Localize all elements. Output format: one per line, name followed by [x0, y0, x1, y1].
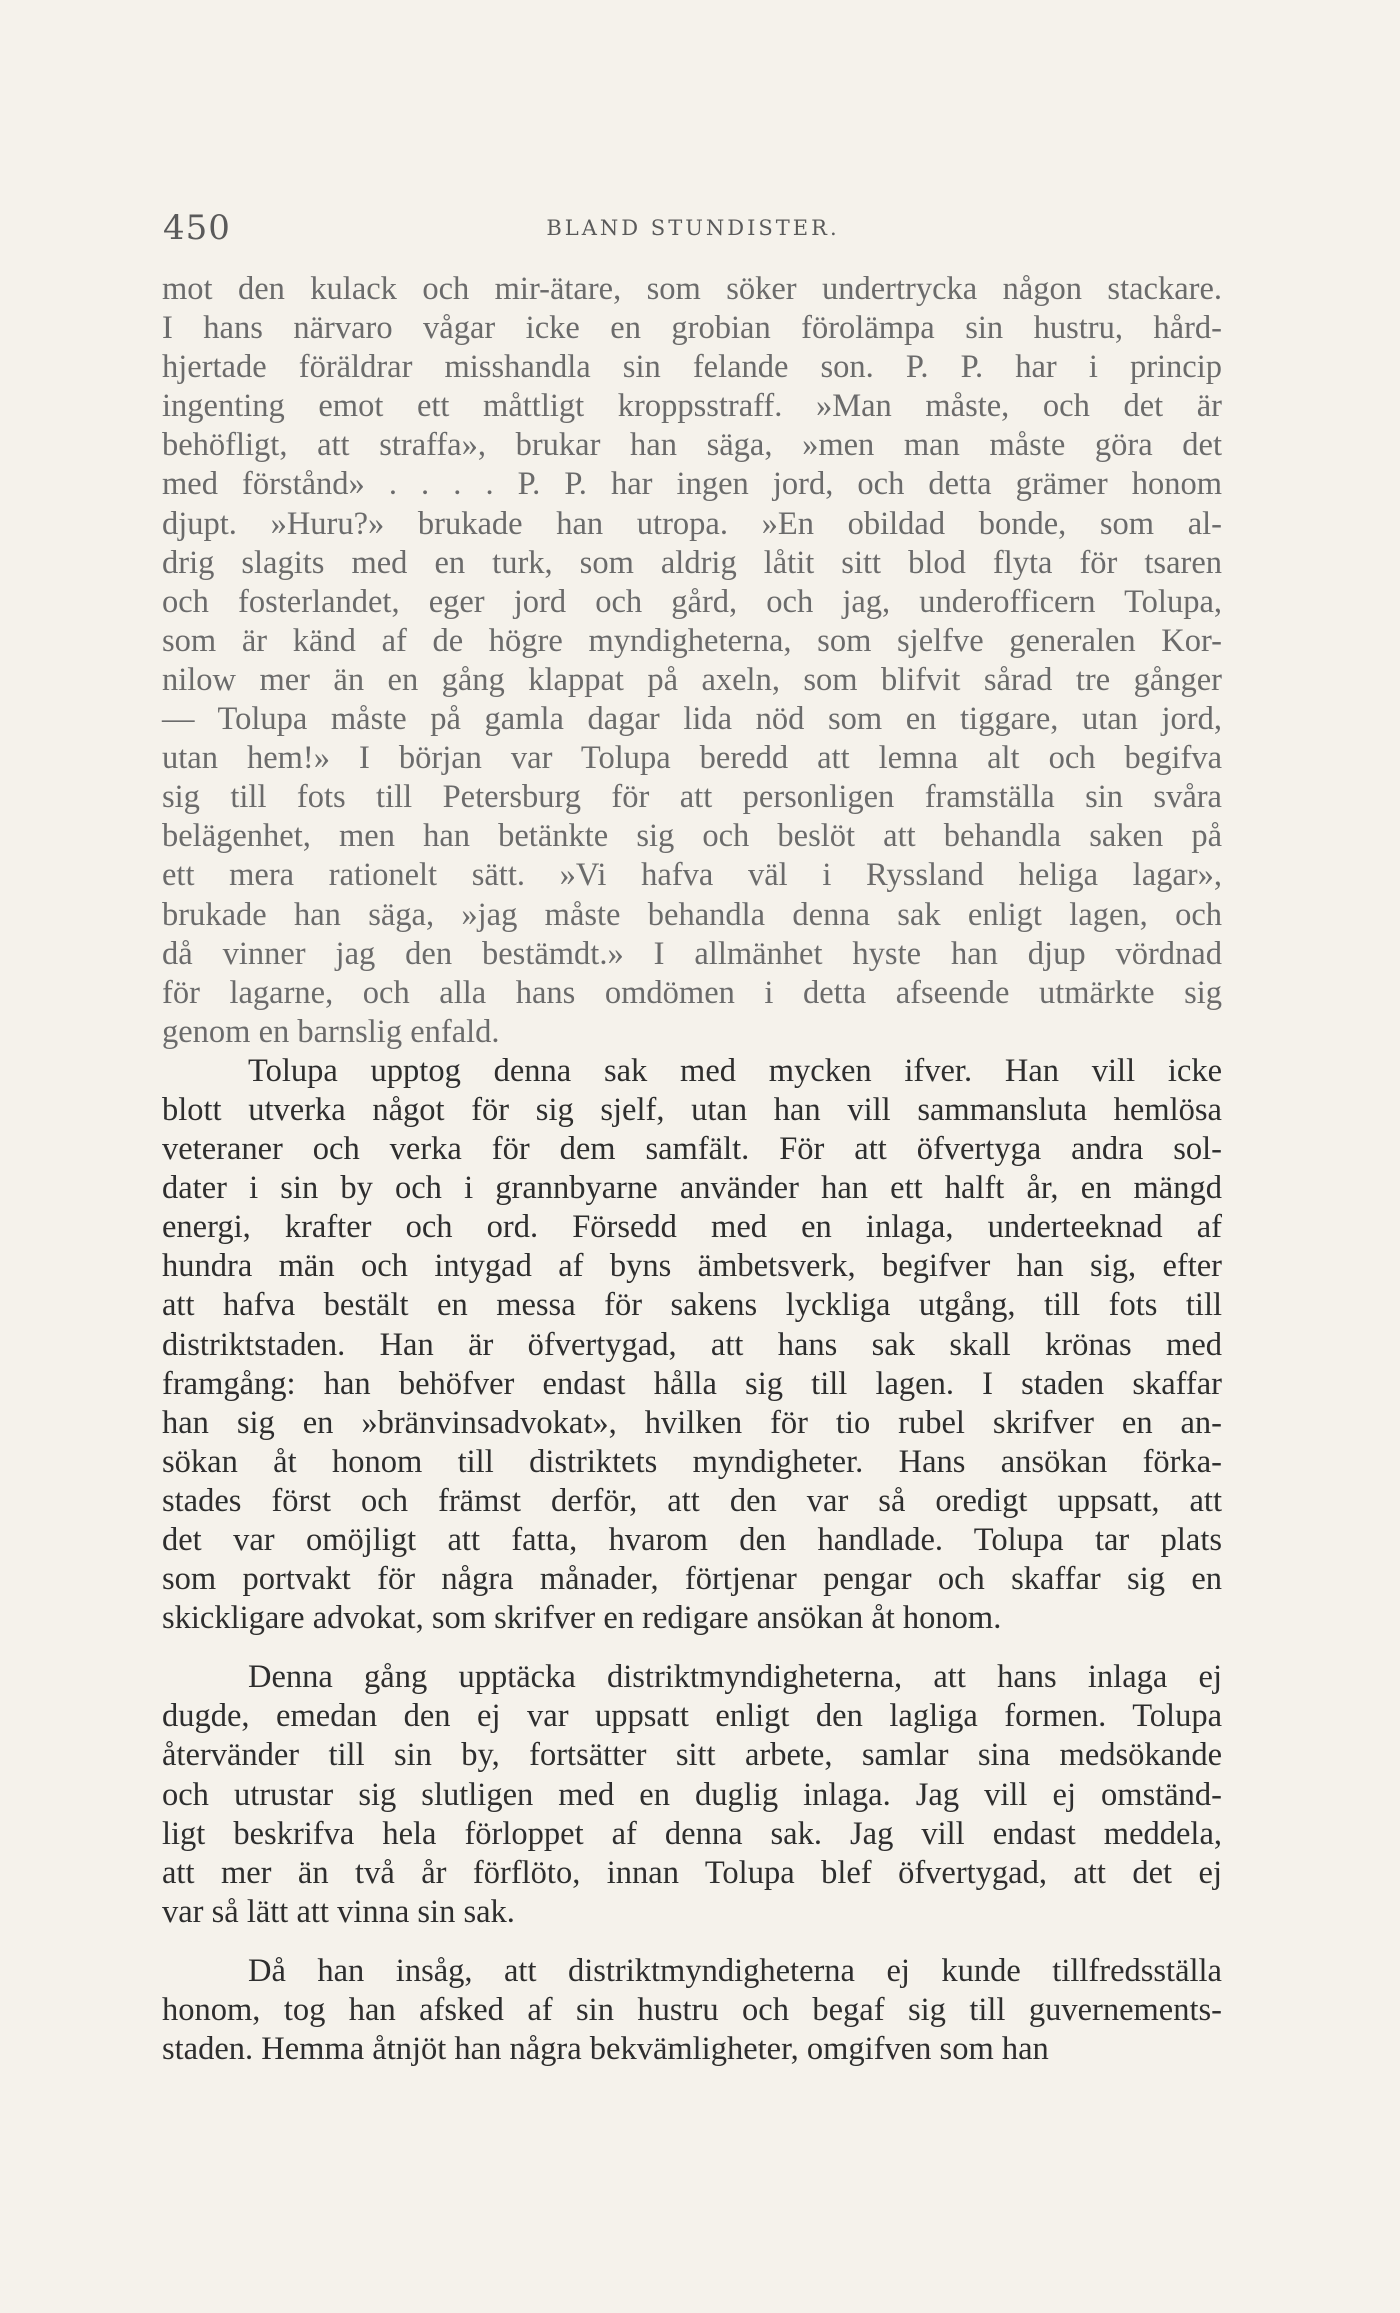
- text-line: återvänder till sin by, fortsätter sitt arbete, samlar sina medsökande: [162, 1737, 1222, 1774]
- text-line: stades först och främst derför, att den var så oredigt uppsatt, att: [162, 1482, 1222, 1519]
- text-line: brukade han säga, »jag måste behandla denna sak enligt lagen, och: [162, 896, 1222, 933]
- text-line: utan hem!» I början var Tolupa beredd att lemna alt och begifva: [162, 740, 1222, 777]
- page-number: 450: [163, 208, 231, 248]
- text-line: det var omöjligt att fatta, hvarom den handlade. Tolupa tar plats: [162, 1522, 1222, 1558]
- text-line: att hafva bestält en messa för sakens lyckliga utgång, till fots till: [162, 1287, 1222, 1324]
- text-line: Denna gång upptäcka distriktmyndigheterna, att hans inlaga ej: [248, 1659, 1222, 1696]
- text-line: Då han insåg, att distriktmyndigheterna ej kunde tillfredsställa: [248, 1952, 1222, 1989]
- text-line: var så lätt att vinna sin sak.: [162, 1893, 515, 1930]
- text-line: djupt. »Huru?» brukade han utropa. »En obildad bonde, som al-: [162, 505, 1222, 542]
- text-line: dater i sin by och i grannbyarne använder han ett halft år, en mängd: [162, 1170, 1222, 1207]
- text-line: som är känd af de högre myndigheterna, som sjelfve generalen Kor-: [162, 622, 1222, 659]
- paragraph: [162, 1052, 1222, 1638]
- text-line: skickligare advokat, som skrifver en redigare ansökan åt honom.: [162, 1600, 1002, 1637]
- text-line: med förstånd» . . . . P. P. har ingen jord, och detta grämer honom: [162, 466, 1222, 503]
- text-line: belägenhet, men han betänkte sig och beslöt att behandla saken på: [162, 818, 1222, 855]
- text-line: då vinner jag den bestämdt.» I allmänhet hyste han djup vördnad: [162, 935, 1222, 972]
- text-line: I hans närvaro vågar icke en grobian förolämpa sin hustru, hård-: [162, 310, 1222, 347]
- text-line: för lagarne, och alla hans omdömen i detta afseende utmärkte sig: [162, 974, 1222, 1011]
- text-line: blott utverka något för sig sjelf, utan han vill sammansluta hemlösa: [162, 1091, 1222, 1128]
- text-line: staden. Hemma åtnjöt han några bekvämligheter, omgifven som han: [162, 2031, 1049, 2068]
- text-line: som portvakt för några månader, förtjenar pengar och skaffar sig en: [162, 1561, 1222, 1598]
- text-line: hundra män och intygad af byns ämbetsverk, begifver han sig, efter: [162, 1248, 1222, 1285]
- text-line: behöfligt, att straffa», brukar han säga, »men man måste göra det: [162, 427, 1222, 464]
- paragraph-gap: [162, 1638, 1222, 1658]
- text-line: sig till fots till Petersburg för att personligen framställa sin svåra: [162, 779, 1222, 816]
- paragraph: [162, 1952, 1222, 2069]
- text-line: distriktstaden. Han är öfvertygad, att hans sak skall krönas med: [162, 1326, 1222, 1363]
- text-line: mot den kulack och mir-ätare, som söker undertrycka någon stackare.: [162, 271, 1222, 307]
- text-line: drig slagits med en turk, som aldrig låtit sitt blod flyta för tsaren: [162, 544, 1222, 581]
- paragraph-gap: [162, 1932, 1222, 1952]
- text-line: — Tolupa måste på gamla dagar lida nöd som en tiggare, utan jord,: [162, 701, 1222, 738]
- text-line: veteraner och verka för dem samfält. För att öfvertyga andra sol-: [162, 1131, 1222, 1168]
- text-line: honom, tog han afsked af sin hustru och begaf sig till guvernements-: [162, 1992, 1222, 2029]
- body-text: [162, 270, 1222, 2069]
- text-line: han sig en »bränvinsadvokat», hvilken för tio rubel skrifver en an-: [162, 1404, 1222, 1441]
- text-line: energi, krafter och ord. Försedd med en inlaga, underteeknad af: [162, 1209, 1222, 1246]
- paragraph: [162, 1658, 1222, 1932]
- text-line: dugde, emedan den ej var uppsatt enligt den lagliga formen. Tolupa: [162, 1698, 1222, 1735]
- text-line: ingenting emot ett måttligt kroppsstraff. »Man måste, och det är: [162, 388, 1222, 425]
- running-head: BLAND STUNDISTER.: [546, 216, 840, 240]
- text-line: framgång: han behöfver endast hålla sig till lagen. I staden skaffar: [162, 1365, 1222, 1402]
- text-line: genom en barnslig enfald.: [162, 1013, 500, 1050]
- text-line: Tolupa upptog denna sak med mycken ifver. Han vill icke: [248, 1052, 1222, 1089]
- text-line: ligt beskrifva hela förloppet af denna sak. Jag vill endast meddela,: [162, 1815, 1222, 1852]
- text-line: ett mera rationelt sätt. »Vi hafva väl i Ryssland heliga lagar»,: [162, 857, 1222, 894]
- paragraph: [162, 270, 1222, 1052]
- text-line: och utrustar sig slutligen med en duglig inlaga. Jag vill ej omständ-: [162, 1776, 1222, 1813]
- text-line: och fosterlandet, eger jord och gård, och jag, underofficern Tolupa,: [162, 583, 1222, 620]
- text-line: sökan åt honom till distriktets myndigheter. Hans ansökan förka-: [162, 1443, 1222, 1480]
- page-header: [163, 208, 1223, 248]
- text-line: att mer än två år förflöto, innan Tolupa blef öfvertygad, att det ej: [162, 1854, 1222, 1891]
- text-line: hjertade föräldrar misshandla sin felande son. P. P. har i princip: [162, 349, 1222, 386]
- text-line: nilow mer än en gång klappat på axeln, som blifvit sårad tre gånger: [162, 661, 1222, 698]
